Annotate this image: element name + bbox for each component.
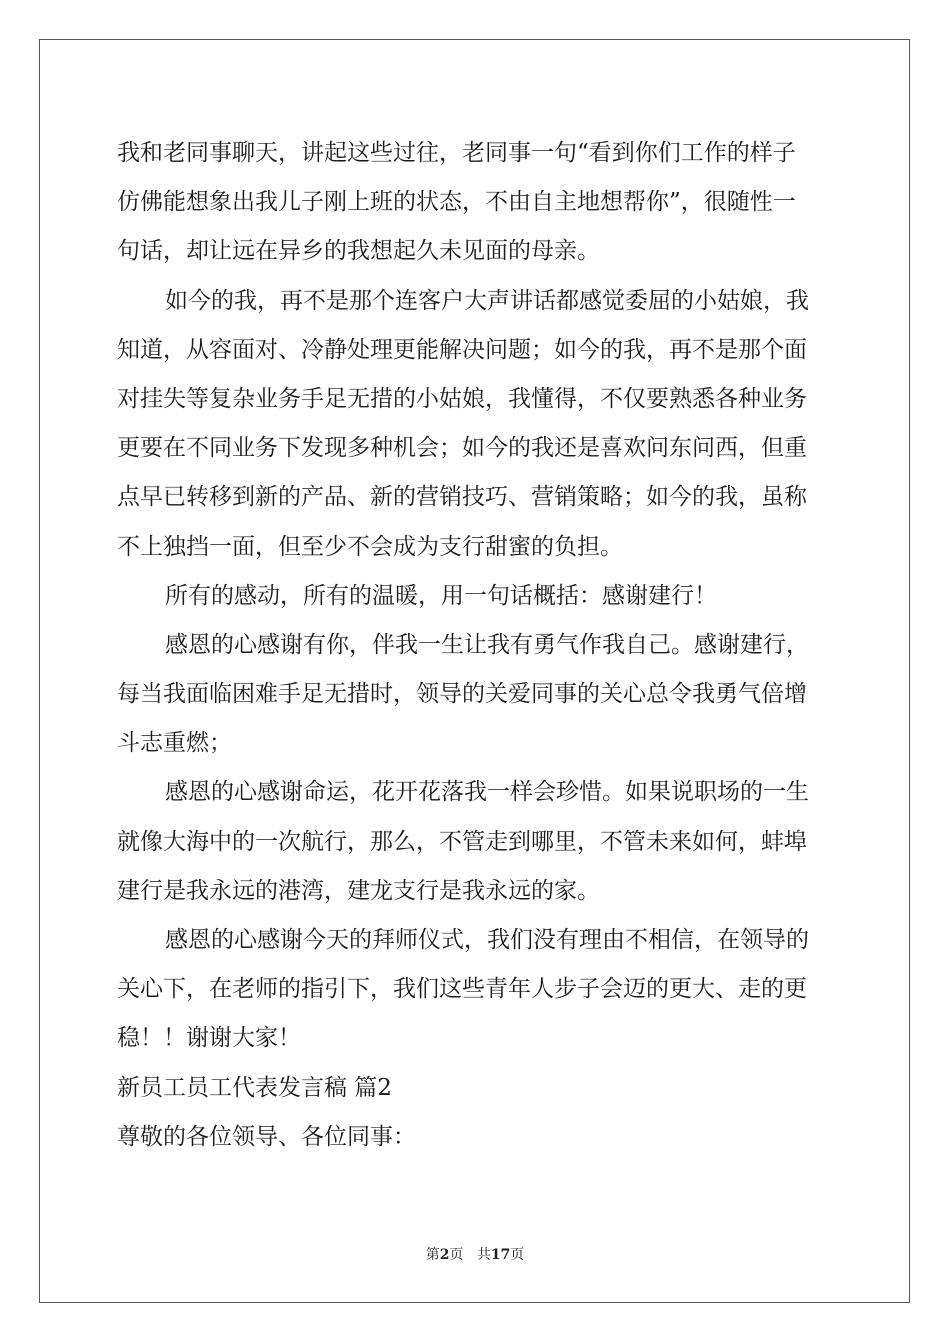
text-line: 就像大海中的一次航行，那么，不管走到哪里，不管未来如何，蚌埠 — [117, 828, 807, 855]
page-prefix: 第 — [425, 1247, 440, 1263]
text-line: 更要在不同业务下发现多种机会；如今的我还是喜欢问东问西，但重 — [117, 435, 807, 462]
text-line: 每当我面临困难手足无措时，领导的关爱同事的关心总令我勇气倍增 — [117, 681, 807, 708]
total-pages: 17 — [490, 1247, 511, 1263]
section-heading: 新员工员工代表发言稿 篇2 — [117, 1074, 392, 1101]
paragraph-start-line: 感恩的心感谢命运，花开花落我一样会珍惜。如果说职场的一生 — [165, 779, 809, 806]
paragraph-start-line: 所有的感动，所有的温暖，用一句话概括：感谢建行！ — [165, 582, 717, 609]
text-line: 对挂失等复杂业务手足无措的小姑娘，我懂得，不仅要熟悉各种业务 — [117, 385, 807, 412]
text-line: 建行是我永远的港湾，建龙支行是我永远的家。 — [117, 877, 600, 904]
text-line: 稳！！谢谢大家！ — [117, 1025, 301, 1052]
paragraph-start-line: 感恩的心感谢有你，伴我一生让我有勇气作我自己。感谢建行， — [165, 631, 809, 658]
text-line: 知道，从容面对、冷静处理更能解决问题；如今的我，再不是那个面 — [117, 336, 807, 363]
text-line: 不上独挡一面，但至少不会成为支行甜蜜的负担。 — [117, 533, 623, 560]
page-number: 2 — [439, 1247, 450, 1263]
paragraph-start-line: 感恩的心感谢今天的拜师仪式，我们没有理由不相信，在领导的 — [165, 927, 809, 953]
text-line: 我和老同事聊天，讲起这些过往，老同事一句“看到你们工作的样子 — [117, 140, 796, 166]
paragraph-start-line: 如今的我，再不是那个连客户大声讲话都感觉委屈的小姑娘，我 — [165, 287, 809, 314]
text-line: 点早已转移到新的产品、新的营销技巧、营销策略；如今的我，虽称 — [117, 484, 807, 511]
text-line: 斗志重燃； — [117, 730, 232, 757]
salutation-line: 尊敬的各位领导、各位同事： — [117, 1123, 416, 1150]
page-unit: 页 — [449, 1247, 464, 1263]
text-line: 句话，却让远在异乡的我想起久未见面的母亲。 — [117, 238, 600, 265]
document-body — [117, 129, 837, 1162]
text-line: 关心下，在老师的指引下，我们这些青年人步子会迈的更大、走的更 — [117, 976, 807, 1003]
page-footer — [0, 1245, 950, 1265]
text-line: 仿佛能想象出我儿子刚上班的状态，不由自主地想帮你”，很随性一 — [117, 189, 796, 216]
total-unit: 页 — [510, 1247, 525, 1263]
total-prefix: 共 — [476, 1247, 491, 1263]
